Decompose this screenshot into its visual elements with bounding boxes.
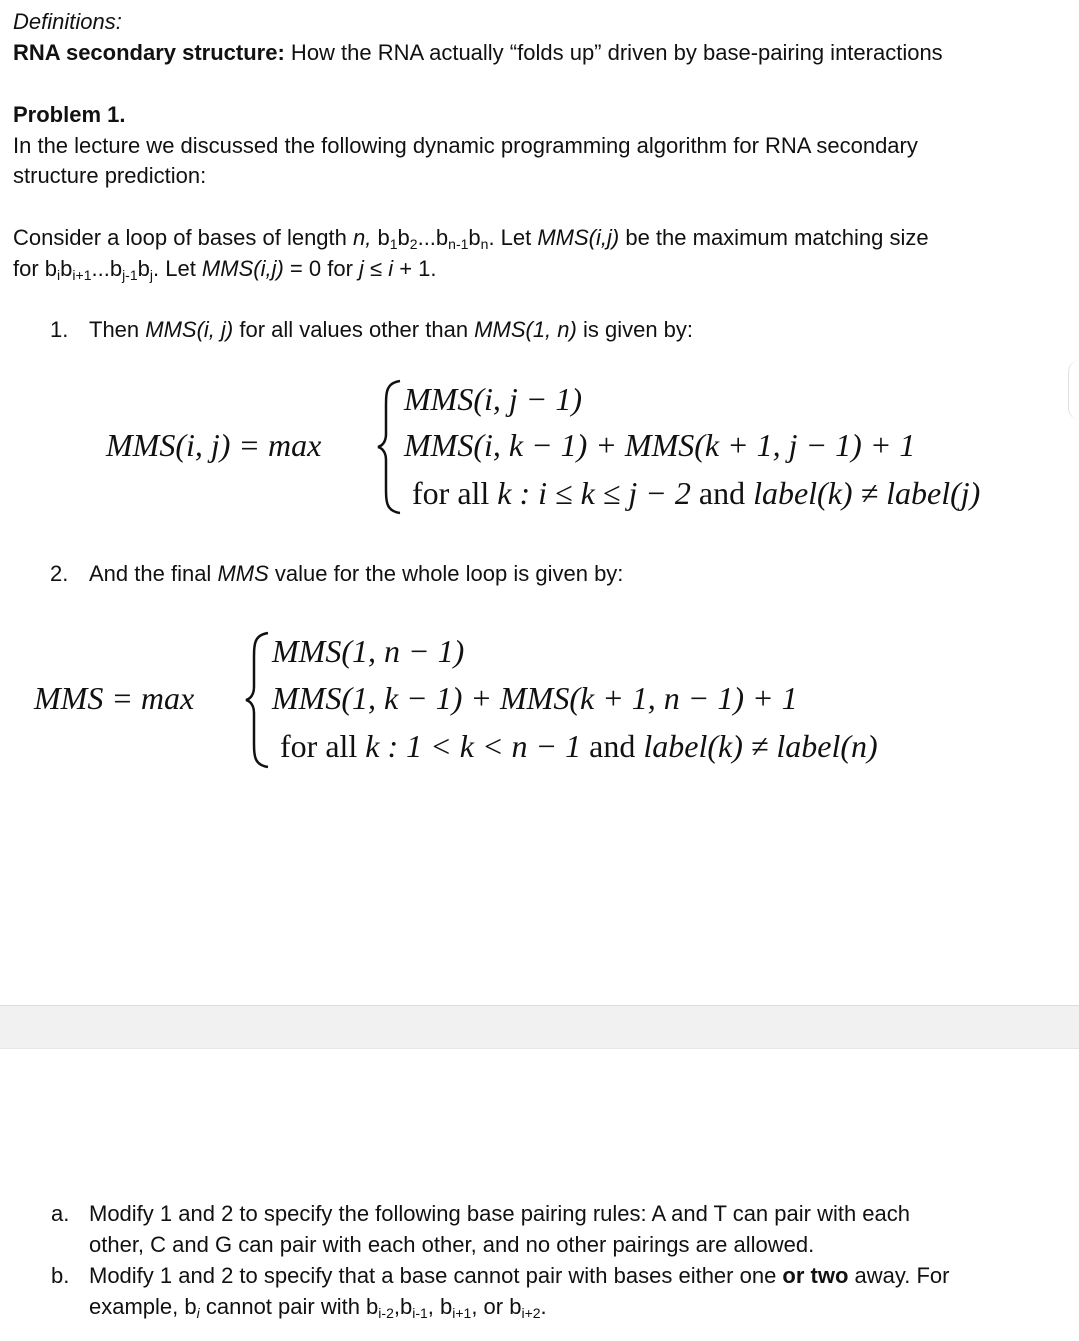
text-run: MMS(i, j) [145,317,234,342]
text-run: be the maximum matching size [619,225,929,250]
definition-term: RNA secondary structure: [13,40,285,65]
text-run: , b [427,1294,453,1319]
list-number-1: 1. [50,317,69,342]
text-run: . [540,1294,547,1319]
part-b-line-2 [89,1291,547,1322]
text-run: example, b [89,1294,197,1319]
text-run: b [468,225,481,250]
text-run: . Let [488,225,538,250]
text-run: and [581,728,644,764]
text-run: ...b [91,256,123,281]
equation-2-case-3 [280,722,878,770]
text-run: for all [412,475,498,511]
text-run: value for the whole loop is given by: [268,561,624,586]
page-break-divider [0,1005,1079,1049]
intro-line-2: structure prediction: [13,163,207,188]
text-run: ...b [417,225,449,250]
part-b-line-1 [89,1260,949,1291]
problem-title: Problem 1. [13,102,126,127]
text-run: label(k) ≠ label(n) [643,728,878,764]
subscript: i [196,1305,200,1321]
subscript: i+2 [521,1305,541,1321]
text-run: b [397,225,410,250]
equation-1-case-2: MMS(i, k − 1) + MMS(k + 1, j − 1) + 1 [404,427,916,463]
text-run: and [690,475,754,511]
definition-line [13,37,943,68]
text-run: + 1. [393,256,437,281]
list-item-2 [89,558,623,589]
text-run: is given by: [576,317,694,342]
text-run: Then [89,317,146,342]
subscript: n-1 [448,236,469,252]
subscript: j-1 [122,267,138,283]
equation-2-case-1: MMS(1, n − 1) [272,633,465,669]
text-run: , or b [471,1294,522,1319]
text-run: n, [353,225,372,250]
subscript: n [480,236,489,252]
equation-1-lhs: MMS(i, j) = max [106,427,322,463]
list-number-2: 2. [50,561,69,586]
text-run: k : i ≤ k ≤ j − 2 [497,475,691,511]
text-run: or two [782,1263,849,1288]
text-run: ≤ [363,256,389,281]
subscript: i-2 [378,1305,394,1321]
scroll-edge-marker [1068,360,1079,420]
intro-line-1: In the lecture we discussed the following dynamic programming algorithm for RNA secondary [13,133,918,158]
text-run: b [137,256,150,281]
definition-text: How the RNA actually “folds up” driven by base-pairing interactions [284,40,943,65]
text-run: Consider a loop of bases of length [13,225,354,250]
subscript: 2 [409,236,418,252]
text-run: for all values other than [233,317,475,342]
equation-1-case-3 [412,469,980,517]
text-run: MMS(i,j) [201,256,284,281]
text-run: And the final [89,561,218,586]
subscript: i-1 [412,1305,428,1321]
text-run: MMS(1, n) [474,317,577,342]
definitions-heading: Definitions: [13,9,122,34]
text-run: MMS(i,j) [537,225,620,250]
text-run: Modify 1 and 2 to specify that a base cannot pair with bases either one [89,1263,783,1288]
left-brace-icon [376,378,404,516]
text-run: for b [13,256,58,281]
part-a-line-1: Modify 1 and 2 to specify the following base pairing rules: A and T can pair with each [89,1201,911,1226]
list-letter-a: a. [51,1201,70,1226]
consider-line-2 [13,253,437,284]
subscript: i+1 [72,267,92,283]
text-run: . Let [153,256,202,281]
equation-2-lhs: MMS = max [34,680,195,716]
text-run: for all [280,728,366,764]
subscript: 1 [389,236,398,252]
text-run: label(k) ≠ label(j) [753,475,981,511]
list-letter-b: b. [51,1263,70,1288]
text-run: j [359,256,364,281]
subscript: j [149,267,153,283]
text-run: MMS [217,561,269,586]
list-item-1 [89,314,693,345]
text-run: k : 1 < k < n − 1 [365,728,582,764]
subscript: i [57,267,61,283]
text-run: away. For [848,1263,950,1288]
equation-1-case-1: MMS(i, j − 1) [404,381,582,417]
left-brace-icon [244,630,272,770]
subscript: i+1 [452,1305,472,1321]
part-a-line-2: other, C and G can pair with each other, and no other pairings are allowed. [89,1232,815,1257]
consider-line-1 [13,222,929,253]
equation-2-case-2: MMS(1, k − 1) + MMS(k + 1, n − 1) + 1 [272,680,798,716]
text-run: b [60,256,73,281]
text-run: i [388,256,394,281]
text-run: b [371,225,390,250]
text-run: cannot pair with b [199,1294,379,1319]
text-run: ,b [393,1294,413,1319]
text-run: = 0 for [283,256,360,281]
